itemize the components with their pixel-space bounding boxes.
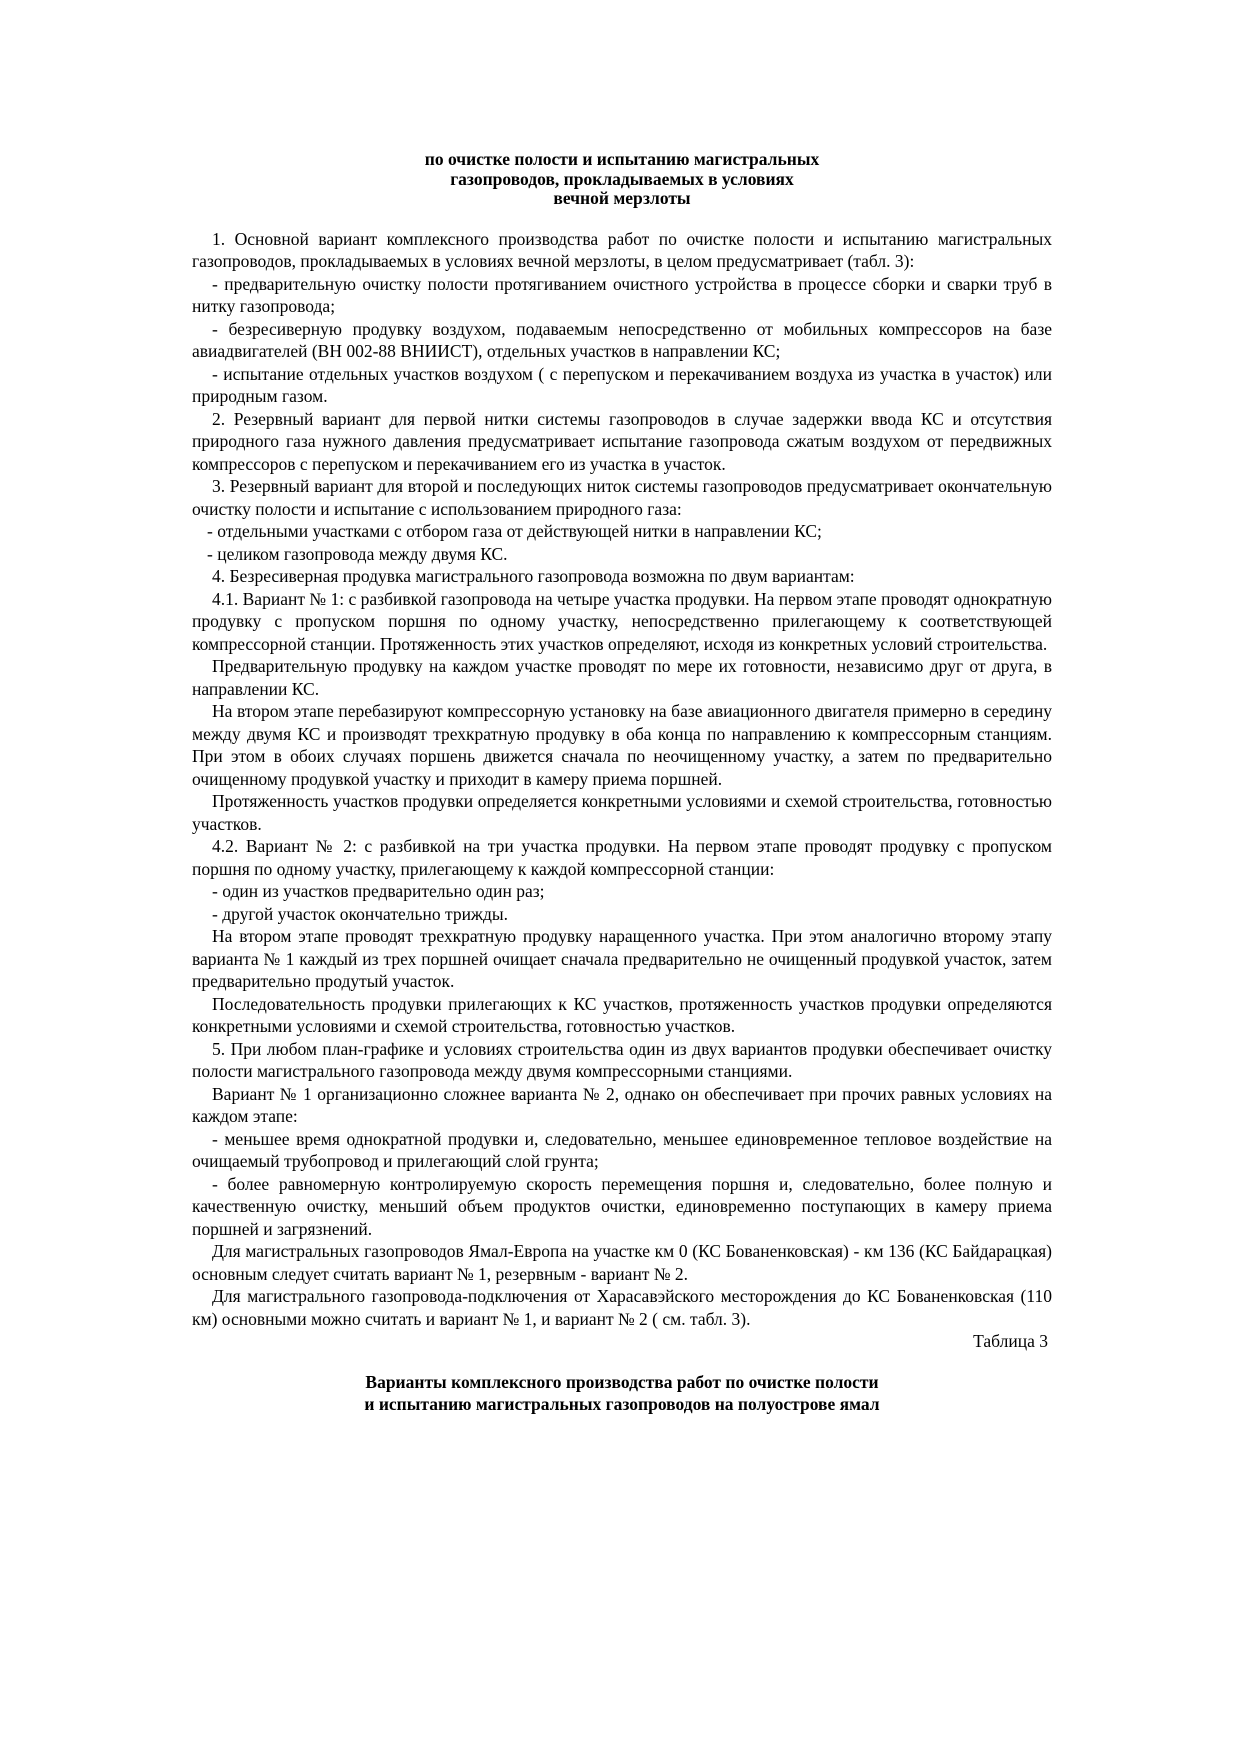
- paragraph: 5. При любом план-графике и условиях строительства один из двух вариантов продувки обеспечивает очистку полости магистрального газопровода между двумя компрессорными станциями.: [192, 1038, 1052, 1081]
- paragraph: - целиком газопровода между двумя КС.: [207, 543, 508, 564]
- paragraph: На втором этапе перебазируют компрессорную установку на базе авиационного двигателя примерно в середину между двумя КС и производят трехкратную продувку в оба конца по направлению к компрессорным станциям. При этом в обоих случаях поршень движется сначала по неочищенному участку, а затем по предварительно очищенному продувкой участку и приходит в камеру приема поршней.: [192, 701, 1052, 789]
- paragraph: Вариант № 1 организационно сложнее варианта № 2, однако он обеспечивает при прочих равных условиях на каждом этапе:: [192, 1083, 1052, 1126]
- table-label: Таблица 3: [973, 1331, 1048, 1351]
- title-line: газопроводов, прокладываемых в условиях: [450, 168, 794, 189]
- document-page: [192, 150, 1052, 1416]
- paragraph: 4.2. Вариант № 2: с разбивкой на три участка продувки. На первом этапе проводят продувку с пропуском поршня по одному участку, прилегающему к каждой компрессорной станции:: [192, 836, 1052, 879]
- paragraph: Протяженность участков продувки определяется конкретными условиями и схемой строительства, готовностью участков.: [192, 791, 1052, 834]
- paragraph: Для магистральных газопроводов Ямал-Европа на участке км 0 (КС Бованенковская) - км 136 (КС Байдарацкая) основным следует считать вариант № 1, резервным - вариант № 2.: [192, 1241, 1052, 1284]
- caption-line: Варианты комплексного производства работ по очистке полости: [365, 1371, 879, 1392]
- paragraph: - более равномерную контролируемую скорость перемещения поршня и, следовательно, более полную и качественную очистку, меньший объем продуктов очистки, единовременно поступающих в камеру приема поршней и загрязнений.: [192, 1173, 1052, 1239]
- paragraph: Последовательность продувки прилегающих к КС участков, протяженность участков продувки определяются конкретными условиями и схемой строительства, готовностью участков.: [192, 993, 1052, 1036]
- paragraph: 2. Резервный вариант для первой нитки системы газопроводов в случае задержки ввода КС и отсутствия природного газа нужного давления предусматривает испытание газопровода сжатым воздухом от передвижных компрессоров с перепуском и перекачиванием его из участка в участок.: [192, 408, 1052, 474]
- paragraph: Предварительную продувку на каждом участке проводят по мере их готовности, независимо друг от друга, в направлении КС.: [192, 656, 1052, 699]
- paragraph: - испытание отдельных участков воздухом ( с перепуском и перекачиванием воздуха из участка в участок) или природным газом.: [192, 363, 1052, 406]
- document-title: [192, 150, 1052, 209]
- document-body: [192, 228, 1052, 1353]
- paragraph: 4. Безресиверная продувка магистрального газопровода возможна по двум вариантам:: [212, 566, 855, 586]
- paragraph: 3. Резервный вариант для второй и последующих ниток системы газопроводов предусматривает окончательную очистку полости и испытание с использованием природного газа:: [192, 476, 1052, 519]
- paragraph: - меньшее время однократной продувки и, следовательно, меньшее единовременное тепловое воздействие на очищаемый трубопровод и прилегающий слой грунта;: [192, 1128, 1052, 1171]
- paragraph: На втором этапе проводят трехкратную продувку наращенного участка. При этом аналогично второму этапу варианта № 1 каждый из трех поршней очищает сначала предварительно не очищенный продувкой участок, затем предварительно продутый участок.: [192, 926, 1052, 991]
- paragraph: - один из участков предварительно один раз;: [212, 881, 545, 901]
- paragraph: 1. Основной вариант комплексного производства работ по очистке полости и испытанию магистральных газопроводов, прокладываемых в условиях вечной мерзлоты, в целом предусматривает (табл. 3):: [192, 228, 1052, 271]
- title-line: по очистке полости и испытанию магистральных: [424, 149, 820, 169]
- paragraph: - предварительную очистку полости протягиванием очистного устройства в процессе сборки и сварки труб в нитку газопровода;: [192, 273, 1052, 316]
- paragraph: - отдельными участками с отбором газа от действующей нитки в направлении КС;: [207, 521, 822, 541]
- paragraph: 4.1. Вариант № 1: с разбивкой газопровода на четыре участка продувки. На первом этапе проводят однократную продувку с пропуском поршня по одному участку, непосредственно прилегающему к соответствующей компрессорной станции. Протяженность этих участков определяют, исходя из конкретных условий строительства.: [192, 588, 1052, 654]
- title-line: вечной мерзлоты: [553, 188, 691, 208]
- caption-line: и испытанию магистральных газопроводов на полуострове ямал: [364, 1394, 880, 1414]
- paragraph: - безресиверную продувку воздухом, подаваемым непосредственно от мобильных компрессоров на базе авиадвигателей (ВН 002-88 ВНИИСТ), отдельных участков в направлении КС;: [192, 318, 1052, 361]
- paragraph: - другой участок окончательно трижды.: [212, 903, 509, 924]
- paragraph: Для магистрального газопровода-подключения от Харасавэйского месторождения до КС Бованенковская (110 км) основными можно считать и вариант № 1, и вариант № 2 ( см. табл. 3).: [192, 1286, 1052, 1329]
- table-caption: [192, 1371, 1052, 1416]
